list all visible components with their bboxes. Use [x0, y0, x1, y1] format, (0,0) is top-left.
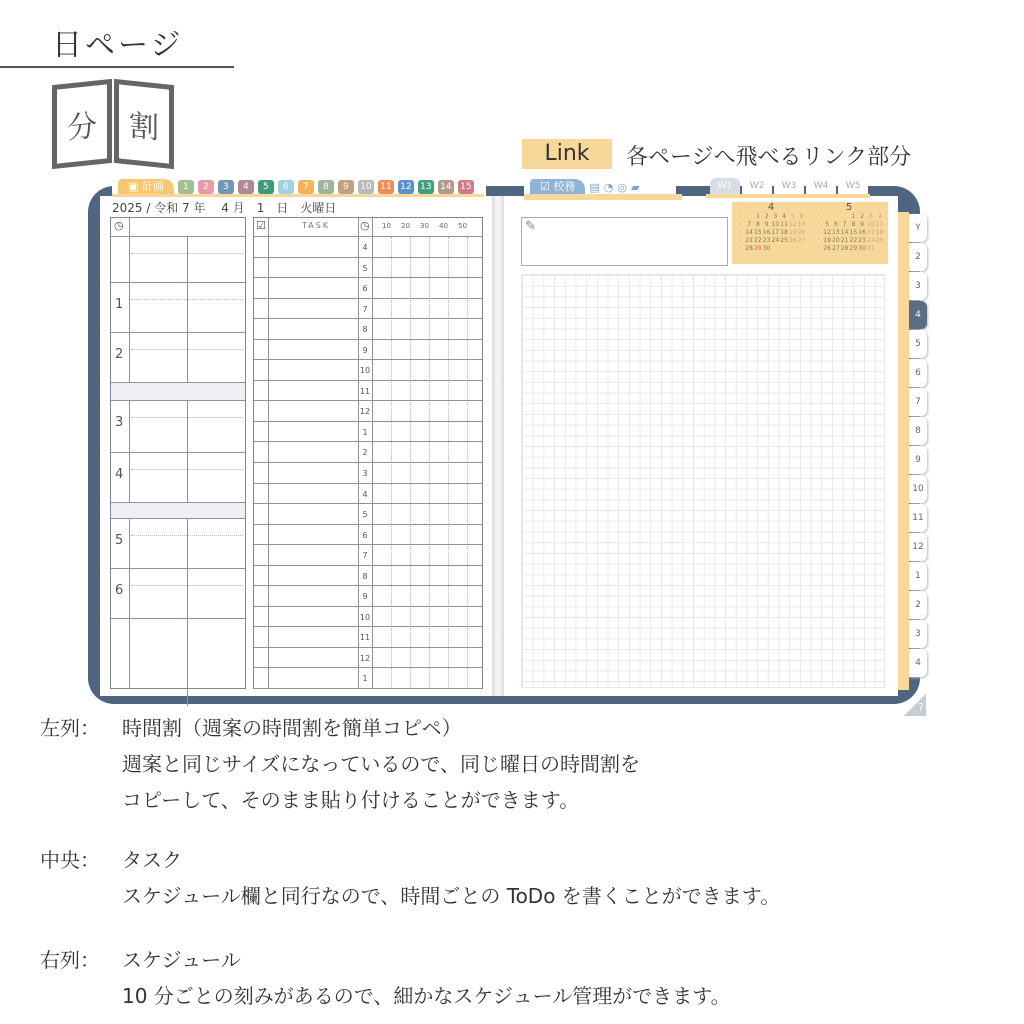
hour-label: 9 — [362, 592, 368, 602]
calendar-day — [797, 245, 806, 253]
break-row — [111, 383, 245, 401]
calendar-week — [736, 229, 806, 237]
description-line: スケジュール — [122, 948, 241, 972]
calendar-day — [789, 245, 798, 253]
calendar-day: 13 — [797, 221, 806, 228]
week-tab-w4[interactable]: W4 — [806, 178, 836, 194]
side-tab-8[interactable]: 8 — [909, 417, 927, 445]
task-row[interactable] — [254, 607, 482, 628]
hour-label: 12 — [359, 653, 371, 663]
hour-label: 10 — [359, 612, 371, 622]
task-schedule-table — [253, 217, 483, 689]
month-tab-12[interactable]: 12 — [398, 180, 414, 194]
side-tab-10[interactable]: 10 — [909, 475, 927, 503]
calendar-day: 3 — [773, 213, 778, 220]
book-left-page: 分 — [52, 79, 112, 169]
calendar-day — [840, 213, 849, 221]
week-dot: · — [817, 245, 820, 252]
task-row[interactable] — [254, 463, 482, 484]
description-line: タスク — [122, 848, 182, 872]
checkbox-icon: ☑ — [540, 180, 554, 193]
calendar-day: 9 — [860, 221, 865, 228]
calendar-day: 18 — [875, 229, 884, 236]
period-number: 2 — [115, 347, 124, 362]
calendar-day: 25 — [780, 237, 788, 244]
clock-icon: ◷ — [360, 219, 370, 232]
side-tab-6[interactable]: 6 — [909, 359, 927, 387]
week-dot: · — [817, 237, 820, 244]
break-row — [111, 503, 245, 519]
calendar-day: 16 — [858, 229, 866, 236]
month-tab-9[interactable]: 9 — [338, 180, 354, 194]
calendar-day: 24 — [867, 237, 875, 244]
task-row[interactable] — [254, 381, 482, 402]
month-tab-1[interactable]: 1 — [178, 180, 194, 194]
calendar-day: 22 — [849, 237, 858, 244]
hour-label: 8 — [362, 571, 368, 581]
month-tab-7[interactable]: 7 — [298, 180, 314, 194]
help-icon: ? — [918, 701, 924, 714]
task-row[interactable] — [254, 422, 482, 443]
hour-label: 2 — [362, 448, 368, 458]
calendar-day: 2 — [764, 213, 769, 220]
week-tab-w5[interactable]: W5 — [838, 178, 868, 194]
calendar-day: 7 — [747, 221, 752, 228]
page-title: 日ページ — [52, 28, 184, 63]
period-row — [111, 333, 245, 383]
side-tab-1[interactable]: 1 — [909, 562, 927, 590]
link-badge: Link — [522, 139, 612, 169]
task-row[interactable] — [254, 545, 482, 566]
book-right-page: 割 — [114, 79, 174, 169]
side-month-tabs — [909, 214, 927, 678]
week-tab-w3[interactable]: W3 — [774, 178, 804, 194]
calendar-day: 17 — [771, 229, 780, 236]
dotted-line — [131, 585, 243, 586]
calendar-day: 20 — [832, 237, 840, 244]
calendar-day: 23 — [762, 237, 771, 244]
calendar-day — [780, 245, 789, 253]
hour-label: 8 — [362, 325, 368, 335]
calendar-day: 23 — [858, 237, 866, 244]
minute-label: 10 — [382, 222, 391, 230]
side-tab-2[interactable]: 2 — [909, 243, 927, 271]
week-tabs — [710, 178, 868, 194]
dotted-line — [131, 299, 243, 300]
calendar-week — [814, 237, 884, 245]
page-spine — [492, 196, 504, 696]
calendar-day: 5 — [790, 213, 795, 220]
task-row[interactable] — [254, 237, 482, 258]
task-row[interactable] — [254, 668, 482, 689]
tab-underline — [112, 194, 484, 197]
calendar-week — [814, 245, 884, 253]
calendar-day: 11 — [875, 221, 884, 228]
calendar-day: 26 — [789, 237, 797, 244]
timer-icon[interactable]: ◔ — [603, 180, 614, 194]
calendar-day: 18 — [780, 229, 788, 236]
tab-school-affairs[interactable] — [530, 179, 585, 195]
calendar-day: 9 — [764, 221, 769, 228]
hour-label: 9 — [362, 345, 368, 355]
calendar-day: 19 — [789, 229, 797, 236]
calendar-day: 28 — [840, 245, 849, 252]
month-tab-11[interactable]: 11 — [378, 180, 394, 194]
calendar-day: 13 — [832, 229, 840, 236]
calendar-day: 31 — [867, 245, 875, 252]
tab-school-affairs-label: 校務 — [553, 180, 576, 193]
calendar-day: 12 — [789, 221, 797, 228]
calendar-day: 10 — [867, 221, 875, 228]
date-heading: 2025 / 令和 7 年 4 月 1 日 火曜日 — [112, 201, 337, 215]
month-tab-10[interactable]: 10 — [358, 180, 374, 194]
checkbox-icon: ☑ — [256, 219, 266, 232]
calendar-week — [736, 237, 806, 245]
calendar-day: 14 — [745, 229, 753, 236]
month-tab-4[interactable]: 4 — [238, 180, 254, 194]
side-tab-Y[interactable]: Y — [909, 214, 927, 242]
calendar-day — [771, 245, 780, 253]
task-header: TASK — [301, 221, 331, 230]
calendar-week — [736, 221, 806, 229]
side-tab-12[interactable]: 12 — [909, 533, 927, 561]
week-dot: · — [739, 229, 742, 236]
calendar-day: 4 — [782, 213, 787, 220]
task-row[interactable] — [254, 360, 482, 381]
calendar-day — [823, 213, 832, 221]
calendar-day: 27 — [832, 245, 840, 252]
calendar-day — [875, 245, 884, 253]
dotted-line — [131, 253, 243, 254]
tab-plan-label: 計画 — [141, 180, 164, 193]
hour-label: 11 — [359, 386, 371, 396]
link-description: 各ページへ飛べるリンク部分 — [626, 145, 912, 170]
side-tab-3[interactable]: 3 — [909, 272, 927, 300]
task-row[interactable] — [254, 504, 482, 525]
calendar-month — [736, 202, 806, 253]
title-underline — [0, 66, 234, 68]
description-line: 10 分ごとの刻みがあるので、細かなスケジュール管理ができます。 — [122, 984, 731, 1008]
description-label: 左列： — [40, 716, 100, 740]
minute-label: 40 — [439, 222, 448, 230]
hour-label: 11 — [359, 633, 371, 643]
timetable-header — [111, 218, 245, 237]
period-row — [111, 453, 245, 503]
task-row[interactable] — [254, 627, 482, 648]
description-label: 右列： — [40, 948, 100, 972]
period-number: 1 — [115, 297, 124, 312]
calendar-day: 27 — [797, 237, 806, 244]
calendar-day: 12 — [823, 229, 831, 236]
month-tab-15[interactable]: 15 — [458, 180, 474, 194]
dotted-line — [131, 469, 243, 470]
calendar-week — [736, 245, 806, 253]
side-tab-4[interactable]: 4 — [909, 301, 927, 329]
task-row[interactable] — [254, 484, 482, 505]
calendar-day: 25 — [875, 237, 884, 244]
task-row[interactable] — [254, 299, 482, 320]
folder-icon[interactable]: ▰ — [630, 180, 640, 194]
calendar-day: 7 — [842, 221, 847, 228]
hour-label: 1 — [362, 427, 368, 437]
calendar-day — [745, 213, 754, 221]
calendar-day: 15 — [849, 229, 858, 236]
calendar-day: 21 — [745, 237, 753, 244]
hour-label: 6 — [362, 530, 368, 540]
hour-label: 5 — [362, 510, 368, 520]
task-row[interactable] — [254, 278, 482, 299]
calendar-month-title: 5 — [845, 202, 853, 213]
hour-label: 7 — [362, 304, 368, 314]
calendar-day: 28 — [745, 245, 753, 252]
calendar-day: 4 — [877, 213, 882, 220]
month-tab-2[interactable]: 2 — [198, 180, 214, 194]
month-tab-5[interactable]: 5 — [258, 180, 274, 194]
week-tab-underline — [706, 194, 870, 198]
week-tab-w2[interactable]: W2 — [742, 178, 772, 194]
hour-label: 5 — [362, 263, 368, 273]
calendar-day: 14 — [840, 229, 849, 236]
schedule-grid[interactable] — [521, 274, 885, 688]
calendar-day: 15 — [754, 229, 762, 236]
task-row[interactable] — [254, 319, 482, 340]
calendar-month — [814, 202, 884, 253]
month-tab-6[interactable]: 6 — [278, 180, 294, 194]
calendar-day: 16 — [762, 229, 771, 236]
task-row[interactable] — [254, 340, 482, 361]
side-tab-7[interactable]: 7 — [909, 388, 927, 416]
task-row[interactable] — [254, 401, 482, 422]
period-row — [111, 401, 245, 453]
hour-label: 6 — [362, 284, 368, 294]
calendar-week — [814, 213, 884, 221]
dotted-line — [131, 417, 243, 418]
pencil-icon: ✎ — [525, 219, 536, 234]
description-line: スケジュール欄と同行なので、時間ごとの ToDo を書くことができます。 — [122, 884, 781, 908]
period-row — [111, 283, 245, 333]
memo-box[interactable] — [521, 217, 728, 266]
calendar-day: 8 — [755, 221, 760, 228]
minute-label: 20 — [401, 222, 410, 230]
calendar-day: 21 — [840, 237, 849, 244]
period-number: 6 — [115, 583, 124, 598]
side-strip — [898, 212, 909, 690]
minute-label: 30 — [420, 222, 429, 230]
tab-underline — [524, 194, 682, 200]
memo-icon: ▣ — [128, 180, 142, 193]
side-tab-9[interactable]: 9 — [909, 446, 927, 474]
calendar-day: 1 — [755, 213, 760, 220]
week-dot: · — [739, 213, 742, 220]
description-line: コピーして、そのまま貼り付けることができます。 — [122, 788, 580, 812]
calendar-day: 30 — [762, 245, 771, 252]
side-tab-11[interactable]: 11 — [909, 504, 927, 532]
side-tab-5[interactable]: 5 — [909, 330, 927, 358]
hour-label: 4 — [362, 243, 368, 252]
calendar-day: 24 — [771, 237, 780, 244]
dotted-line — [131, 535, 243, 536]
month-tab-14[interactable]: 14 — [438, 180, 454, 194]
calendar-day: 6 — [799, 213, 804, 220]
task-row[interactable] — [254, 258, 482, 279]
open-book-icon — [52, 76, 182, 172]
side-tab-2[interactable]: 2 — [909, 591, 927, 619]
week-dot: · — [817, 229, 820, 236]
mini-calendar — [732, 202, 888, 264]
calendar-month-title: 4 — [767, 202, 775, 213]
period-number: 5 — [115, 533, 124, 548]
calendar-day: 5 — [825, 221, 830, 228]
calendar-day: 17 — [867, 229, 875, 236]
calendar-week — [736, 213, 806, 221]
month-tab-8[interactable]: 8 — [318, 180, 334, 194]
calendar-day: 3 — [868, 213, 873, 220]
calendar-day: 29 — [754, 245, 762, 252]
calendar-day: 6 — [833, 221, 838, 228]
calendar-day: 30 — [858, 245, 866, 252]
calendar-week — [814, 229, 884, 237]
task-row[interactable] — [254, 442, 482, 463]
dotted-line — [131, 349, 243, 350]
calendar-day — [832, 213, 841, 221]
help-button[interactable] — [904, 694, 926, 716]
calendar-day: 1 — [851, 213, 856, 220]
task-row[interactable] — [254, 525, 482, 546]
chat-icon[interactable]: ◎ — [617, 180, 627, 194]
task-header-row — [254, 218, 482, 237]
period-row — [111, 569, 245, 619]
description-line: 週案と同じサイズになっているので、同じ曜日の時間割を — [122, 752, 640, 776]
hour-label: 7 — [362, 551, 368, 561]
clock-icon: ◷ — [114, 219, 124, 232]
period-row — [111, 237, 245, 283]
calendar-day: 20 — [797, 229, 806, 236]
side-tab-4[interactable]: 4 — [909, 649, 927, 677]
task-row[interactable] — [254, 586, 482, 607]
task-row[interactable] — [254, 566, 482, 587]
hour-label: 10 — [359, 366, 371, 376]
period-number: 3 — [115, 415, 124, 430]
week-dot: · — [817, 221, 820, 228]
calendar-day: 11 — [780, 221, 788, 228]
week-tab-w1[interactable]: W1 — [710, 178, 740, 194]
period-row — [111, 519, 245, 569]
calendar-week — [814, 221, 884, 229]
tab-plan[interactable] — [118, 179, 174, 195]
week-dot: · — [739, 221, 742, 228]
calendar-day: 26 — [823, 245, 831, 252]
calendar-day: 29 — [849, 245, 858, 252]
month-tabs — [178, 180, 474, 194]
notes-icon[interactable]: ▤ — [589, 180, 600, 194]
month-tab-13[interactable]: 13 — [418, 180, 434, 194]
calendar-day: 19 — [823, 237, 831, 244]
week-dot: · — [817, 213, 820, 220]
calendar-day: 2 — [860, 213, 865, 220]
hour-label: 12 — [359, 407, 371, 417]
description-line: 時間割（週案の時間割を簡単コピペ） — [122, 716, 462, 740]
week-dot: · — [739, 237, 742, 244]
side-tab-3[interactable]: 3 — [909, 620, 927, 648]
calendar-day: 8 — [851, 221, 856, 228]
minute-label: 50 — [458, 222, 467, 230]
description-label: 中央： — [40, 848, 100, 872]
month-tab-3[interactable]: 3 — [218, 180, 234, 194]
week-dot: · — [739, 245, 742, 252]
hour-label: 3 — [362, 469, 368, 478]
period-number: 4 — [115, 467, 124, 482]
task-row[interactable] — [254, 648, 482, 669]
calendar-day: 22 — [754, 237, 762, 244]
hour-label: 4 — [362, 489, 368, 499]
calendar-day: 10 — [771, 221, 780, 228]
timetable — [110, 217, 246, 689]
hour-label: 1 — [362, 674, 368, 684]
